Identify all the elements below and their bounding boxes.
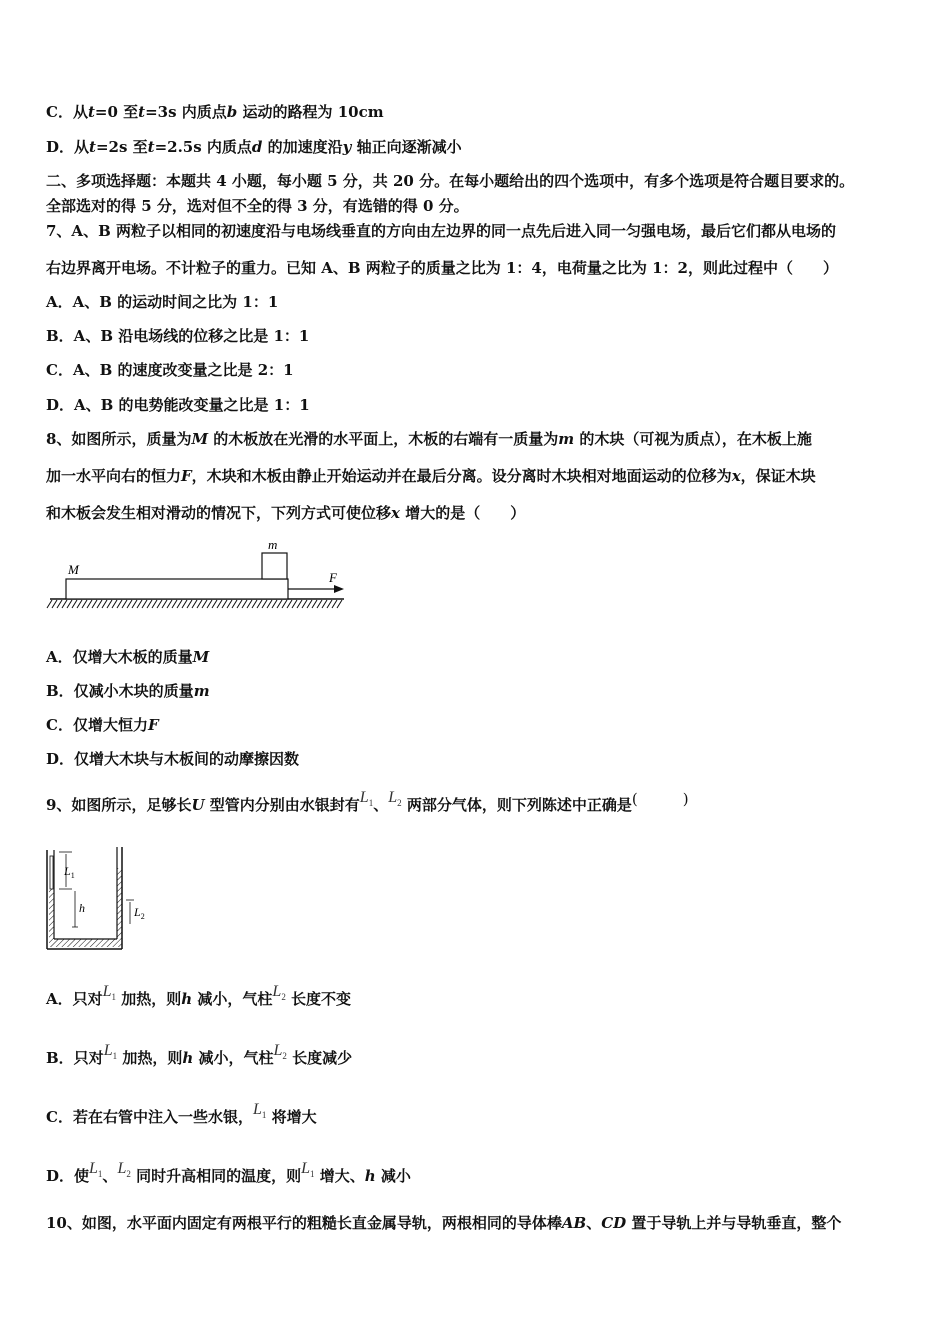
q7-option-d: D．A、B 的电势能改变量之比是 1：1: [46, 396, 310, 414]
diagram-label-F: F: [329, 570, 337, 585]
q7-stem-cont: 右边界离开电场。不计粒子的重力。已知 A、B 两粒子的质量之比为 1：4，电荷量之比为 1：2，则此过程中（ ）: [46, 259, 838, 277]
ground-hatch-line: [47, 600, 52, 608]
ground-hatch-line: [217, 600, 222, 608]
q9-option-b: B．只对$L_1$ 加热，则h 减小，气柱$L_2$ 长度减少: [46, 1042, 353, 1067]
ground-hatch-line: [327, 600, 332, 608]
ground-hatch-line: [92, 600, 97, 608]
ground-hatch-line: [232, 600, 237, 608]
q6-option-c: C．从t=0 至t=3s 内质点b 运动的路程为 10cm: [46, 103, 384, 121]
ground-hatch-line: [277, 600, 282, 608]
tube-label-h: h: [79, 901, 85, 915]
ground-hatch-line: [157, 600, 162, 608]
ground-hatch-line: [212, 600, 217, 608]
ground-hatch-line: [287, 600, 292, 608]
ground-hatch-line: [127, 600, 132, 608]
tube-label-L2: $L_2$: [134, 905, 145, 921]
ground-hatch-line: [317, 600, 322, 608]
ground-hatch-line: [257, 600, 262, 608]
ground-hatch-line: [262, 600, 267, 608]
ground-hatch-line: [62, 600, 67, 608]
ground-hatch-line: [322, 600, 327, 608]
q10-stem: 10、如图，水平面内固定有两根平行的粗糙长直金属导轨，两根相同的导体棒AB、CD 置于导轨上并与导轨垂直，整个: [46, 1214, 842, 1232]
ground-hatch-line: [282, 600, 287, 608]
q9-u-tube-diagram: [42, 842, 157, 954]
q9-option-a: A．只对$L_1$ 加热，则h 减小，气柱$L_2$ 长度不变: [46, 983, 352, 1008]
ground-hatch-line: [147, 600, 152, 608]
q9-stem: 9、如图所示，足够长U 型管内分别由水银封有$L_1$、$L_2$ 两部分气体，则下列陈述中正确是( ): [46, 789, 689, 814]
force-arrow-icon: [334, 585, 344, 593]
q8-option-c: C．仅增大恒力F: [46, 716, 159, 734]
q8-stem-cont: 加一水平向右的恒力F，木块和木板由静止开始运动并在最后分离。设分离时木块相对地面运动的位移为x，保证木块: [46, 467, 816, 485]
q7-stem: 7、A、B 两粒子以相同的初速度沿与电场线垂直的方向由左边界的同一点先后进入同一匀强电场，最后它们都从电场的: [46, 222, 836, 240]
ground-hatch-line: [267, 600, 272, 608]
section-2-header-cont: 全部选对的得 5 分，选对但不全的得 3 分，有选错的得 0 分。: [46, 197, 469, 215]
ground-hatch-line: [97, 600, 102, 608]
ground-hatch-line: [237, 600, 242, 608]
ground-hatch-line: [302, 600, 307, 608]
q8-stem-cont-2: 和木板会发生相对滑动的情况下，下列方式可使位移x 增大的是（ ）: [46, 504, 526, 522]
q8-stem: 8、如图所示，质量为M 的木板放在光滑的水平面上，木板的右端有一质量为m 的木块（可视为质点），在木板上施: [46, 430, 812, 448]
ground-hatch-line: [337, 600, 342, 608]
ground-hatch-line: [272, 600, 277, 608]
tube-label-L1: $L_1$: [64, 864, 75, 880]
ground-hatch-line: [102, 600, 107, 608]
ground-hatch-line: [292, 600, 297, 608]
ground-hatch-line: [52, 600, 57, 608]
ground-hatch-line: [192, 600, 197, 608]
q8-option-a: A．仅增大木板的质量M: [46, 648, 210, 666]
ground-hatch-line: [112, 600, 117, 608]
q8-option-b: B．仅减小木块的质量m: [46, 682, 210, 700]
ground-hatch-line: [67, 600, 72, 608]
ground-hatch-line: [252, 600, 257, 608]
ground-hatch-line: [82, 600, 87, 608]
ground-hatch-line: [197, 600, 202, 608]
ground-hatch-line: [202, 600, 207, 608]
ground-hatch-line: [207, 600, 212, 608]
ground-hatch-line: [142, 600, 147, 608]
q8-board-block-diagram: [44, 536, 354, 614]
ground-hatch-line: [57, 600, 62, 608]
ground-hatch-line: [162, 600, 167, 608]
section-2-header: 二、多项选择题：本题共 4 小题，每小题 5 分，共 20 分。在每小题给出的四个选项中，有多个选项是符合题目要求的。: [46, 172, 855, 190]
ground-hatch-line: [177, 600, 182, 608]
ground-hatch-line: [187, 600, 192, 608]
ground-hatch-line: [182, 600, 187, 608]
diagram-label-m: m: [268, 537, 278, 552]
ground-hatch-line: [307, 600, 312, 608]
q7-option-a: A．A、B 的运动时间之比为 1：1: [46, 293, 279, 311]
q9-option-d: D．使$L_1$、$L_2$ 同时升高相同的温度，则$L_1$ 增大、h 减小: [46, 1160, 411, 1185]
ground-hatch-line: [117, 600, 122, 608]
ground-hatch-line: [332, 600, 337, 608]
ground-hatch-line: [72, 600, 77, 608]
ground-hatch-line: [152, 600, 157, 608]
diagram-label-M: M: [68, 562, 79, 577]
q7-option-c: C．A、B 的速度改变量之比是 2：1: [46, 361, 294, 379]
ground-hatch-line: [132, 600, 137, 608]
ground-hatch-line: [167, 600, 172, 608]
ground-hatch-line: [107, 600, 112, 608]
ground-hatch-line: [122, 600, 127, 608]
q9-option-c: C．若在右管中注入一些水银，$L_1$ 将增大: [46, 1101, 317, 1126]
q6-option-d: D．从t=2s 至t=2.5s 内质点d 的加速度沿y 轴正向逐渐减小: [46, 138, 462, 156]
ground-hatch-line: [222, 600, 227, 608]
block-rect: [262, 553, 287, 579]
ground-hatch-line: [242, 600, 247, 608]
ground-hatch-line: [87, 600, 92, 608]
ground-hatch-line: [172, 600, 177, 608]
ground-hatch-line: [312, 600, 317, 608]
board-rect: [66, 579, 288, 599]
ground-hatch-line: [77, 600, 82, 608]
ground-hatch-line: [247, 600, 252, 608]
q7-option-b: B．A、B 沿电场线的位移之比是 1：1: [46, 327, 310, 345]
ground-hatch-line: [297, 600, 302, 608]
ground-hatch-line: [227, 600, 232, 608]
ground-hatch-line: [137, 600, 142, 608]
q8-option-d: D．仅增大木块与木板间的动摩擦因数: [46, 750, 300, 768]
